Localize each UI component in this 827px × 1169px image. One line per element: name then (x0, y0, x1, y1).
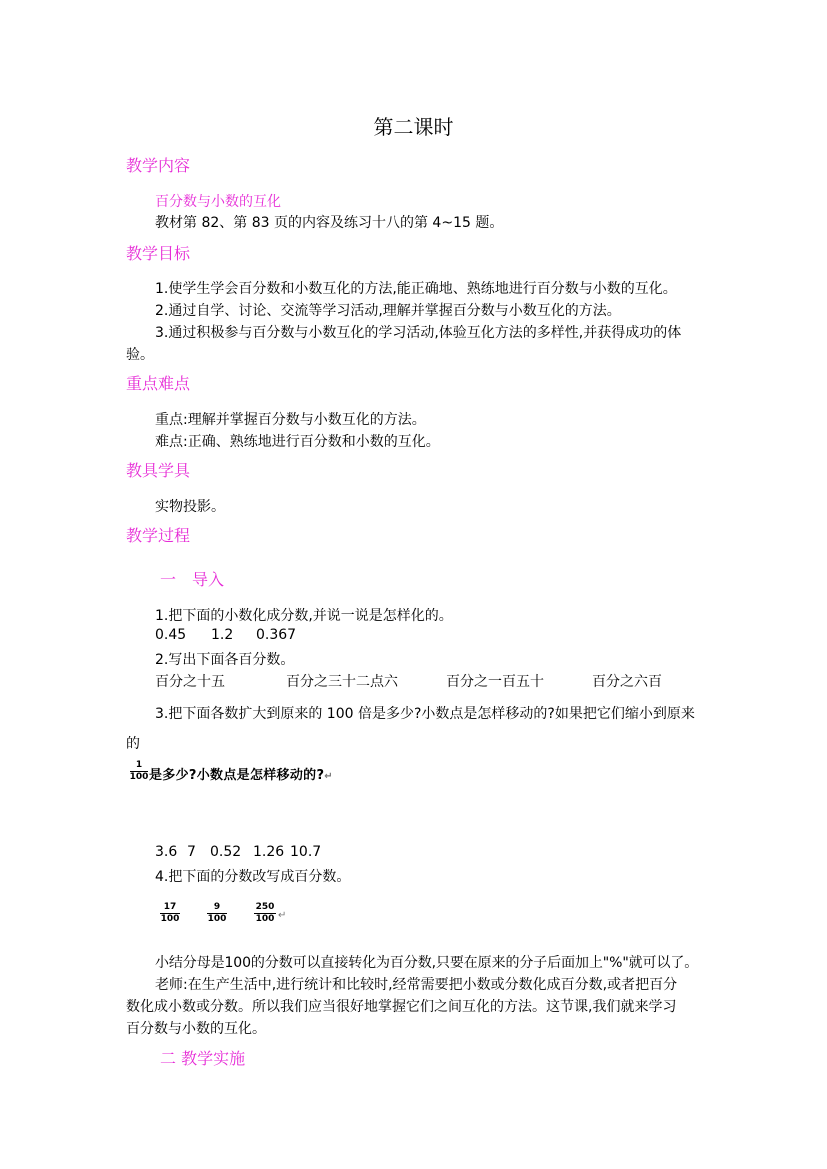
goal-3-line2: 验。 (126, 347, 154, 363)
question-2: 2.写出下面各百分数。 (155, 652, 295, 668)
question-1: 1.把下面的小数化成分数,并说一说是怎样化的。 (155, 608, 453, 624)
fraction-numerator: 250 (255, 902, 275, 912)
q3-number: 1.26 (253, 844, 285, 860)
q1-number: 1.2 (211, 627, 234, 643)
fraction-one-hundredth (129, 760, 149, 783)
q1-number: 0.367 (256, 627, 297, 643)
fraction-9-100 (206, 902, 228, 925)
q2-item: 百分之六百 (592, 674, 662, 690)
content-subtitle: 百分数与小数的互化 (155, 194, 281, 210)
q3-number: 3.6 (155, 844, 178, 860)
fraction-denominator: 100 (129, 772, 149, 782)
question-3-line3 (149, 764, 333, 783)
key-point: 重点:理解并掌握百分数与小数互化的方法。 (155, 412, 426, 428)
heading-process: 教学过程 (126, 526, 191, 545)
q3-number: 7 (187, 844, 196, 860)
fraction-numerator: 17 (163, 902, 177, 912)
goal-2: 2.通过自学、讨论、交流等学习活动,理解并掌握百分数与小数互化的方法。 (155, 303, 621, 319)
heading-key-points: 重点难点 (126, 374, 191, 393)
q2-item: 百分之三十二点六 (286, 674, 398, 690)
q3-number: 0.52 (210, 844, 242, 860)
summary-text: 小结分母是100的分数可以直接转化为百分数,只要在原来的分子后面加上"%"就可以了。 (155, 955, 699, 971)
teacher-text-line1: 老师:在生产生活中,进行统计和比较时,经常需要把小数或分数化成百分数,或者把百分 (155, 977, 678, 993)
fraction-numerator: 9 (213, 902, 221, 912)
question-3-line2: 的 (126, 736, 140, 752)
heading-content: 教学内容 (126, 156, 191, 175)
fraction-250-100 (253, 902, 277, 925)
return-icon: ↵ (324, 771, 333, 782)
teacher-text-line2: 数化成小数或分数。所以我们应当很好地掌握它们之间互化的方法。这节课,我们就来学习 (126, 999, 677, 1015)
fraction-denominator: 100 (207, 914, 227, 924)
heading-tools: 教具学具 (126, 461, 191, 480)
question-3-line1: 3.把下面各数扩大到原来的 100 倍是多少?小数点是怎样移动的?如果把它们缩小到原来 (155, 706, 695, 722)
fraction-denominator: 100 (255, 914, 275, 924)
question-4: 4.把下面的分数改写成百分数。 (155, 869, 351, 885)
step1-heading: 一 导入 (160, 570, 225, 589)
heading-goals: 教学目标 (126, 244, 191, 263)
q2-item: 百分之十五 (155, 674, 225, 690)
fraction-17-100 (159, 902, 181, 925)
page-title: 第二课时 (373, 115, 454, 139)
content-text: 教材第 82、第 83 页的内容及练习十八的第 4~15 题。 (155, 215, 504, 231)
teacher-text-line3: 百分数与小数的互化。 (126, 1021, 266, 1037)
q2-item: 百分之一百五十 (446, 674, 544, 690)
fraction-numerator: 1 (135, 760, 143, 770)
tools-text: 实物投影。 (155, 499, 225, 515)
step2-heading: 二 教学实施 (160, 1049, 246, 1068)
question-3-text: 是多少?小数点是怎样移动的? (149, 768, 325, 783)
goal-3-line1: 3.通过积极参与百分数与小数互化的学习活动,体验互化方法的多样性,并获得成功的体 (155, 325, 682, 341)
fraction-denominator: 100 (160, 914, 180, 924)
goal-1: 1.使学生学会百分数和小数互化的方法,能正确地、熟练地进行百分数与小数的互化。 (155, 281, 677, 297)
q1-number: 0.45 (155, 627, 187, 643)
return-icon: ↵ (278, 910, 287, 921)
q3-number: 10.7 (290, 844, 322, 860)
difficult-point: 难点:正确、熟练地进行百分数和小数的互化。 (155, 434, 440, 450)
